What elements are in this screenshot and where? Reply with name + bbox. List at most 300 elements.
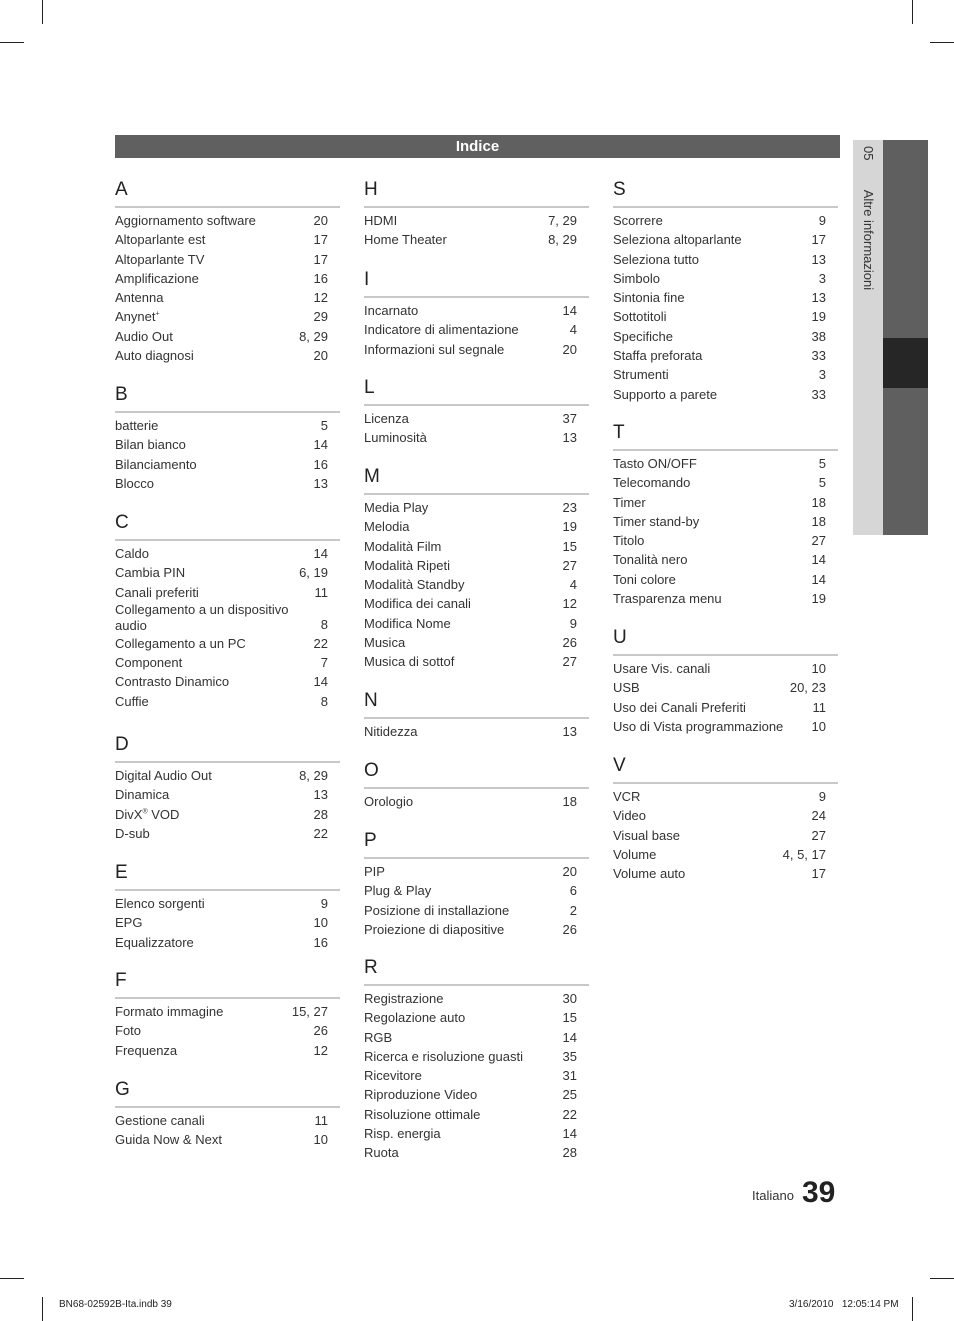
index-entry: [364, 1105, 589, 1124]
entry-term: [613, 346, 806, 365]
index-entry: [115, 563, 340, 582]
index-entry: [364, 575, 589, 594]
entry-pages: 16: [313, 270, 328, 286]
entry-term: [364, 1124, 557, 1143]
section-letter: F: [115, 969, 340, 999]
section-letter: A: [115, 178, 340, 208]
entry-list: [115, 891, 340, 952]
slug-date: 3/16/2010: [789, 1299, 834, 1310]
entry-term-text: Component: [115, 655, 183, 671]
index-section-g: [115, 1078, 340, 1150]
entry-term: [613, 385, 806, 404]
entry-term: [364, 989, 557, 1008]
entry-term-text: batterie: [115, 418, 159, 433]
entry-term-text: Aggiornamento software: [115, 213, 256, 228]
entry-term-text: Trasparenza menu: [613, 591, 722, 607]
entry-term-text: USB: [613, 680, 640, 696]
index-section-e: [115, 861, 340, 952]
entry-term: [613, 327, 806, 346]
index-section-c: [115, 511, 340, 711]
index-entry: [364, 862, 589, 881]
entry-term-text: D-sub: [115, 825, 150, 841]
entry-term-text: Home Theater: [364, 232, 447, 248]
index-entry: [613, 531, 838, 550]
entry-term: [613, 493, 806, 512]
index-entry: [613, 845, 838, 864]
section-letter: L: [364, 376, 589, 406]
entry-term-text: Timer: [613, 494, 646, 510]
trademark-mark: ®: [142, 808, 148, 816]
entry-pages: 28: [313, 806, 328, 822]
entry-term-text: Media Play: [364, 500, 429, 515]
entry-term-text: Sintonia fine: [613, 290, 685, 306]
entry-term: [364, 920, 557, 939]
entry-pages: 3: [818, 270, 826, 286]
entry-pages: 14: [313, 437, 328, 453]
index-entry: [613, 346, 838, 365]
entry-term: [613, 307, 806, 326]
index-entry: [364, 722, 589, 741]
entry-pages: 17: [313, 232, 328, 248]
entry-term-text: Tasto ON/OFF: [613, 456, 697, 471]
entry-term-text: Anynet: [115, 309, 156, 325]
index-entry: [115, 913, 340, 932]
entry-pages: 19: [811, 309, 826, 325]
index-entry: [364, 1143, 589, 1162]
entry-term: [364, 614, 564, 633]
entry-term: [613, 288, 806, 307]
slug-timestamp: [789, 1299, 899, 1310]
entry-term-text: Indicatore di alimentazione: [364, 322, 519, 338]
entry-term: [613, 806, 806, 825]
section-letter: I: [364, 268, 589, 298]
entry-term: [364, 881, 564, 900]
entry-term-text: Modifica dei canali: [364, 596, 471, 612]
entry-pages: 20, 23: [789, 680, 826, 696]
entry-term-text: Formato immagine: [115, 1004, 224, 1019]
entry-term: [364, 301, 557, 320]
entry-term: [613, 365, 813, 384]
index-entry: [613, 327, 838, 346]
entry-term: [613, 550, 806, 569]
index-entry: [115, 230, 340, 249]
entry-list: [364, 789, 589, 811]
entry-term: [115, 1021, 308, 1040]
entry-term-text: Plug & Play: [364, 883, 432, 899]
entry-term-text: Cambia PIN: [115, 565, 186, 581]
index-entry: [613, 473, 838, 492]
trademark-mark: +: [155, 311, 160, 319]
entry-pages: 13: [313, 475, 328, 491]
entry-term-text: Seleziona tutto: [613, 251, 700, 267]
entry-pages: 17: [313, 251, 328, 267]
entry-pages: 14: [811, 552, 826, 568]
entry-list: [115, 541, 340, 711]
index-entry: [364, 614, 589, 633]
entry-term: [613, 864, 806, 883]
index-entry: [115, 933, 340, 952]
index-section-n: [364, 689, 589, 741]
entry-term: [115, 894, 315, 913]
entry-pages: 13: [313, 787, 328, 803]
entry-term: [364, 722, 557, 741]
entry-pages: 15: [562, 1010, 577, 1026]
entry-list: [613, 784, 838, 883]
section-letter: H: [364, 178, 589, 208]
entry-pages: 8: [320, 616, 328, 632]
entry-term-text: Collegamento a un PC: [115, 635, 246, 651]
index-section-o: [364, 759, 589, 811]
index-entry: [613, 864, 838, 883]
entry-pages: 16: [313, 456, 328, 472]
index-entry: [364, 498, 589, 517]
index-entry: [115, 653, 340, 672]
entry-term: [115, 1002, 286, 1021]
entry-term-text: Usare Vis. canali: [613, 661, 711, 676]
entry-list: [115, 413, 340, 493]
entry-term-text: Caldo: [115, 546, 149, 561]
entry-pages: 11: [314, 584, 328, 600]
index-entry: [364, 211, 589, 230]
entry-term: [115, 653, 315, 672]
entry-pages: 14: [562, 1126, 577, 1142]
index-entry: [115, 211, 340, 230]
entry-term-text: Volume auto: [613, 866, 686, 882]
entry-pages: 19: [811, 591, 826, 607]
entry-term-text: Registrazione: [364, 991, 444, 1006]
page-number: 39: [802, 1176, 836, 1209]
entry-term-text: Bilanciamento: [115, 456, 197, 472]
index-entry: [115, 692, 340, 711]
index-entry: [613, 512, 838, 531]
entry-term-text: Risoluzione ottimale: [364, 1106, 481, 1122]
index-entry: [613, 454, 838, 473]
entry-term-text: Ricevitore: [364, 1068, 422, 1084]
entry-term-text: Amplificazione: [115, 270, 199, 286]
entry-pages: 22: [562, 1106, 577, 1122]
entry-pages: 9: [818, 789, 826, 804]
index-entry: [364, 428, 589, 447]
entry-pages: 37: [562, 411, 577, 426]
crop-mark: [912, 1297, 913, 1321]
index-entry: [364, 301, 589, 320]
index-entry: [364, 1028, 589, 1047]
entry-pages: 20: [313, 213, 328, 228]
entry-term: [115, 634, 308, 653]
entry-pages: 23: [562, 500, 577, 515]
index-entry: [364, 920, 589, 939]
section-letter: O: [364, 759, 589, 789]
entry-term-text: Contrasto Dinamico: [115, 674, 230, 690]
entry-term-text: Sottotitoli: [613, 309, 667, 325]
crop-mark: [0, 42, 24, 43]
entry-term-text: Riproduzione Video: [364, 1087, 478, 1103]
index-entry: [115, 474, 340, 493]
entry-pages: 14: [313, 674, 328, 690]
entry-term: [115, 766, 293, 785]
entry-term-suffix: VOD: [147, 806, 180, 822]
entry-pages: 8, 29: [299, 768, 328, 783]
entry-pages: 10: [313, 1132, 328, 1148]
entry-term-text: Supporto a parete: [613, 386, 718, 402]
chapter-tab-marker: [883, 338, 928, 388]
index-entry: [364, 594, 589, 613]
section-letter: E: [115, 861, 340, 891]
entry-term: [364, 1143, 557, 1162]
entry-pages: 20: [562, 341, 577, 357]
entry-term: [115, 583, 309, 602]
index-entry: [364, 652, 589, 671]
entry-pages: 5: [818, 456, 826, 471]
entry-pages: 9: [818, 213, 826, 228]
index-entry: [115, 824, 340, 843]
section-letter: N: [364, 689, 589, 719]
section-letter: G: [115, 1078, 340, 1108]
index-section-a: [115, 178, 340, 365]
entry-term-text: VCR: [613, 789, 641, 804]
index-entry: [115, 544, 340, 563]
entry-term-text: Titolo: [613, 533, 645, 549]
entry-list: [364, 208, 589, 250]
entry-pages: 12: [562, 596, 577, 612]
slug-file: BN68-02592B-Ita.indb 39: [59, 1299, 172, 1310]
index-entry: [613, 307, 838, 326]
entry-term: [613, 787, 813, 806]
entry-term: [364, 1028, 557, 1047]
entry-pages: 14: [811, 571, 826, 587]
entry-pages: 18: [811, 513, 826, 529]
entry-list: [364, 986, 589, 1163]
entry-pages: 10: [811, 661, 826, 676]
entry-pages: 14: [562, 1029, 577, 1045]
entry-term: [613, 845, 777, 864]
index-entry: [115, 1111, 340, 1130]
entry-pages: 30: [562, 991, 577, 1006]
entry-term-text: EPG: [115, 915, 143, 931]
entry-term-text: Canali preferiti: [115, 584, 199, 600]
entry-term: [115, 230, 308, 249]
entry-term: [613, 678, 784, 697]
entry-term: [115, 933, 308, 952]
entry-pages: 14: [562, 303, 577, 318]
index-entry: [364, 792, 589, 811]
entry-term-text: Timer stand-by: [613, 513, 700, 529]
entry-term: [115, 563, 293, 582]
entry-term: [115, 346, 308, 365]
entry-pages: 22: [313, 825, 328, 841]
entry-term-text: Blocco: [115, 475, 155, 491]
entry-term-text: Elenco sorgenti: [115, 896, 205, 911]
entry-term: [115, 1130, 308, 1149]
crop-mark: [930, 42, 954, 43]
index-section-h: [364, 178, 589, 250]
entry-pages: 18: [811, 494, 826, 510]
entry-term-text: Volume: [613, 846, 657, 862]
index-section-l: [364, 376, 589, 448]
index-section-r: [364, 956, 589, 1163]
entry-term-text: Antenna: [115, 290, 164, 306]
entry-term-text: Modifica Nome: [364, 615, 451, 631]
entry-term: [115, 913, 308, 932]
entry-term: [613, 512, 806, 531]
entry-term: [115, 211, 308, 230]
entry-term-text: Ricerca e risoluzione guasti: [364, 1048, 523, 1064]
entry-term: [613, 826, 806, 845]
entry-term: [115, 824, 308, 843]
entry-term-text: Altoparlante est: [115, 232, 206, 248]
entry-pages: 13: [811, 251, 826, 267]
index-entry: [613, 230, 838, 249]
index-entry: [364, 1066, 589, 1085]
chapter-number: 05: [861, 146, 876, 161]
entry-term-text: Nitidezza: [364, 724, 418, 739]
index-entry: [613, 806, 838, 825]
section-letter: P: [364, 829, 589, 859]
entry-term-text: Uso dei Canali Preferiti: [613, 699, 746, 715]
index-entry: [364, 901, 589, 920]
index-entry: [364, 320, 589, 339]
entry-term: [613, 717, 806, 736]
entry-term-text: Proiezione di diapositive: [364, 921, 505, 937]
entry-pages: 14: [313, 546, 328, 561]
entry-term: [364, 1085, 557, 1104]
section-letter: U: [613, 626, 838, 656]
entry-term-text: PIP: [364, 864, 385, 879]
index-entry: [613, 678, 838, 697]
entry-pages: 5: [320, 418, 328, 433]
index-entry: [115, 805, 340, 824]
entry-pages: 13: [562, 724, 577, 739]
entry-list: [364, 719, 589, 741]
page-title: Indice: [115, 135, 840, 158]
section-letter: C: [115, 511, 340, 541]
index-entry: [613, 288, 838, 307]
entry-pages: 2: [569, 902, 577, 918]
section-letter: D: [115, 733, 340, 763]
entry-pages: 19: [562, 519, 577, 535]
entry-term: [115, 474, 308, 493]
index-entry: [115, 416, 340, 435]
index-entry: [115, 1021, 340, 1040]
section-letter: T: [613, 421, 838, 451]
index-entry: [115, 602, 340, 634]
index-entry: [115, 634, 340, 653]
index-section-b: [115, 383, 340, 493]
entry-list: [364, 859, 589, 939]
entry-term: [364, 1105, 557, 1124]
entry-pages: 4, 5, 17: [782, 846, 826, 862]
index-entry: [364, 1124, 589, 1143]
entry-pages: 10: [811, 718, 826, 734]
entry-list: [364, 406, 589, 448]
index-entry: [613, 250, 838, 269]
entry-pages: 35: [562, 1048, 577, 1064]
index-entry: [115, 894, 340, 913]
crop-mark: [0, 1278, 24, 1279]
chapter-title: Altre informazioni: [861, 189, 876, 291]
index-entry: [613, 493, 838, 512]
entry-pages: 9: [320, 896, 328, 911]
entry-term: [364, 862, 557, 881]
entry-term-text: RGB: [364, 1029, 393, 1045]
entry-pages: 26: [313, 1023, 328, 1039]
entry-term-text: Modalità Ripeti: [364, 557, 450, 573]
entry-pages: 33: [811, 386, 826, 402]
slug-time: 12:05:14 PM: [841, 1299, 899, 1310]
entry-term-text: Risp. energia: [364, 1126, 441, 1142]
index-entry: [115, 250, 340, 269]
index-entry: [115, 435, 340, 454]
index-entry: [613, 589, 838, 608]
entry-pages: 10: [313, 915, 328, 931]
entry-term-text: Video: [613, 808, 647, 824]
entry-pages: 27: [562, 654, 577, 670]
entry-pages: 13: [562, 430, 577, 446]
entry-pages: 26: [562, 921, 577, 937]
entry-term: [115, 1111, 309, 1130]
entry-term: [364, 340, 557, 359]
entry-pages: 3: [818, 367, 826, 383]
entry-term: [115, 288, 308, 307]
index-section-s: [613, 178, 838, 404]
entry-term-text: Licenza: [364, 411, 409, 426]
entry-list: [364, 298, 589, 359]
entry-pages: 7: [320, 655, 328, 671]
entry-list: [115, 763, 340, 843]
entry-pages: 16: [313, 934, 328, 950]
crop-mark: [930, 1278, 954, 1279]
entry-term-text: Modalità Film: [364, 538, 442, 554]
index-entry: [364, 409, 589, 428]
entry-term: [115, 307, 308, 326]
index-entry: [364, 230, 589, 249]
entry-term-text: Frequenza: [115, 1042, 178, 1058]
entry-term: [613, 230, 806, 249]
entry-term: [364, 428, 557, 447]
index-entry: [115, 1002, 340, 1021]
entry-term-text: Melodia: [364, 519, 410, 535]
entry-pages: 15: [562, 538, 577, 554]
entry-term-text: Tonalità nero: [613, 552, 688, 568]
entry-term: [613, 570, 806, 589]
entry-term-text: HDMI: [364, 213, 398, 228]
entry-pages: 38: [811, 328, 826, 344]
entry-pages: 11: [812, 699, 826, 715]
entry-term-text: Strumenti: [613, 367, 669, 383]
entry-pages: 12: [313, 290, 328, 306]
index-entry: [364, 633, 589, 652]
entry-pages: 20: [562, 864, 577, 879]
entry-term: [364, 517, 557, 536]
entry-pages: 17: [811, 232, 826, 248]
entry-pages: 11: [314, 1113, 328, 1128]
index-entry: [115, 455, 340, 474]
index-entry: [364, 989, 589, 1008]
entry-term-text: Audio Out: [115, 328, 173, 344]
index-section-t: [613, 421, 838, 608]
entry-term: [115, 455, 308, 474]
entry-term-text: Guida Now & Next: [115, 1132, 222, 1148]
entry-pages: 22: [313, 635, 328, 651]
entry-term: [115, 544, 308, 563]
entry-pages: 8, 29: [299, 328, 328, 344]
section-letter: M: [364, 465, 589, 495]
entry-term-text: Equalizzatore: [115, 934, 194, 950]
index-entry: [115, 288, 340, 307]
entry-term: [613, 473, 813, 492]
entry-term: [115, 785, 308, 804]
entry-term-text: Gestione canali: [115, 1113, 205, 1128]
